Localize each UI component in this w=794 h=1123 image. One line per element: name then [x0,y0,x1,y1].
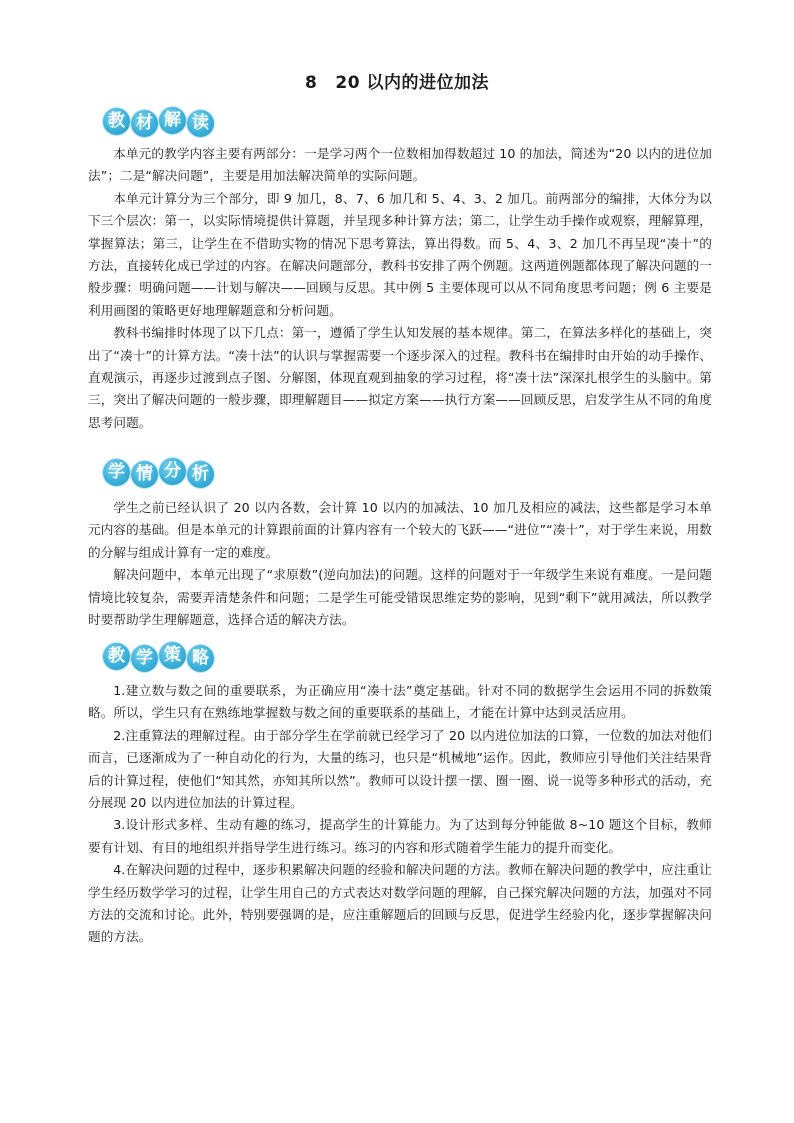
section-badge-teaching-strategy [103,643,214,672]
badge-char: 分 [159,458,186,485]
section-badge-textbook [103,108,214,137]
section-number: 8 [305,73,318,93]
badge-char: 学 [103,459,130,486]
section-student-analysis-body [88,497,712,631]
badge-char: 策 [159,642,186,669]
badge-char: 略 [187,645,214,672]
title-text: 20 以内的进位加法 [335,73,489,93]
paragraph: 学生之前已经认识了 20 以内各数，会计算 10 以内的加减法、10 加几及相应的减法，这些都是学习本单元内容的基础。但是本单元的计算跟前面的计算内容有一个较大的飞跃——“进位”“凑十”，对于学生来说，用数的分解与组成计算有一定的难度。 [88,500,712,560]
badge-char: 析 [187,461,214,488]
paragraph: 解决问题中，本单元出现了“求原数”(逆向加法)的问题。这样的问题对于一年级学生来说有难度。一是问题情境比较复杂，需要弄清楚条件和问题；二是学生可能受错误思维定势的影响，见到“剩下”就用减法，所以教学时要帮助学生理解题意，选择合适的解决方法。 [88,567,712,628]
paragraph: 本单元的教学内容主要有两部分：一是学习两个一位数相加得数超过 10 的加法，简述为“20 以内的进位加法”；二是“解决问题”，主要是用加法解决简单的实际问题。 [88,146,712,184]
paragraph: 教科书编排时体现了以下几点：第一，遵循了学生认知发展的基本规律。第二，在算法多样化的基础上，突出了“凑十”的计算方法。“凑十法”的认识与掌握需要一个逐步深入的过程。教科书在编排时由开始的动手操作、直观演示，再逐步过渡到点子图、分解图，体现直观到抽象的学习过程，将“凑十法”深深扎根学生的头脑中。第三，突出了解决问题的一般步骤，即理解题目——拟定方案——执行方案——回顾反思，启发学生从不同的角度思考问题。 [88,325,712,430]
section-teaching-strategy-body [88,680,712,949]
paragraph: 4.在解决问题的过程中，逐步积累解决问题的经验和解决问题的方法。教师在解决问题的教学中，应注重让学生经历数学学习的过程，让学生用自己的方式表达对数学问题的理解，自己探究解决问题的方法，加强对不同方法的交流和讨论。此外，特别要强调的是，应注重解题后的回顾与反思，促进学生经验内化，逐步掌握解决问题的方法。 [88,862,712,945]
badge-char: 教 [103,643,130,670]
badge-char: 情 [131,461,158,488]
paragraph: 3.设计形式多样、生动有趣的练习，提高学生的计算能力。为了达到每分钟能做 8~10 题这个目标，教师要有计划、有目的地组织并指导学生进行练习。练习的内容和形式随着学生能力的提升而变化。 [88,817,712,855]
badge-char: 解 [159,107,186,134]
badge-char: 读 [187,110,214,137]
section-badge-student-analysis [103,459,214,488]
paragraph: 本单元计算分为三个部分，即 9 加几，8、7、6 加几和 5、4、3、2 加几。前两部分的编排，大体分为以下三个层次：第一，以实际情境提供计算题，并呈现多种计算方法；第二，让学生动手操作或观察，理解算理，掌握算法；第三，让学生在不借助实物的情况下思考算法，算出得数。而 5、4、3、2 加几不再呈现“凑十”的方法，直接转化成已学过的内容。在解决问题部分，教科书安排了两个例题。这两道例题都体现了解决问题的一般步骤：明确问题——计划与解决——回顾与反思。其中例 5 主要体现可以从不同角度思考问题；例 6 主要是利用画图的策略更好地理解题意和分析问题。 [88,190,712,318]
badge-char: 学 [131,645,158,672]
badge-char: 教 [103,108,130,135]
paragraph: 1.建立数与数之间的重要联系，为正确应用“凑十法”奠定基础。针对不同的数据学生会运用不同的拆数策略。所以，学生只有在熟练地掌握数与数之间的重要联系的基础上，才能在计算中达到灵活应用。 [88,683,712,721]
page-title [0,68,794,93]
section-textbook-body [88,143,712,434]
badge-char: 材 [131,110,158,137]
paragraph: 2.注重算法的理解过程。由于部分学生在学前就已经学习了 20 以内进位加法的口算，一位数的加法对他们而言，已逐渐成为了一种自动化的行为，大量的练习，也只是“机械地”运作。因此，教师应引导他们关注结果背后的计算过程，使他们“知其然，亦知其所以然”。教师可以设计摆一摆、圈一圈、说一说等多种形式的活动，充分展现 20 以内进位加法的计算过程。 [88,727,712,811]
